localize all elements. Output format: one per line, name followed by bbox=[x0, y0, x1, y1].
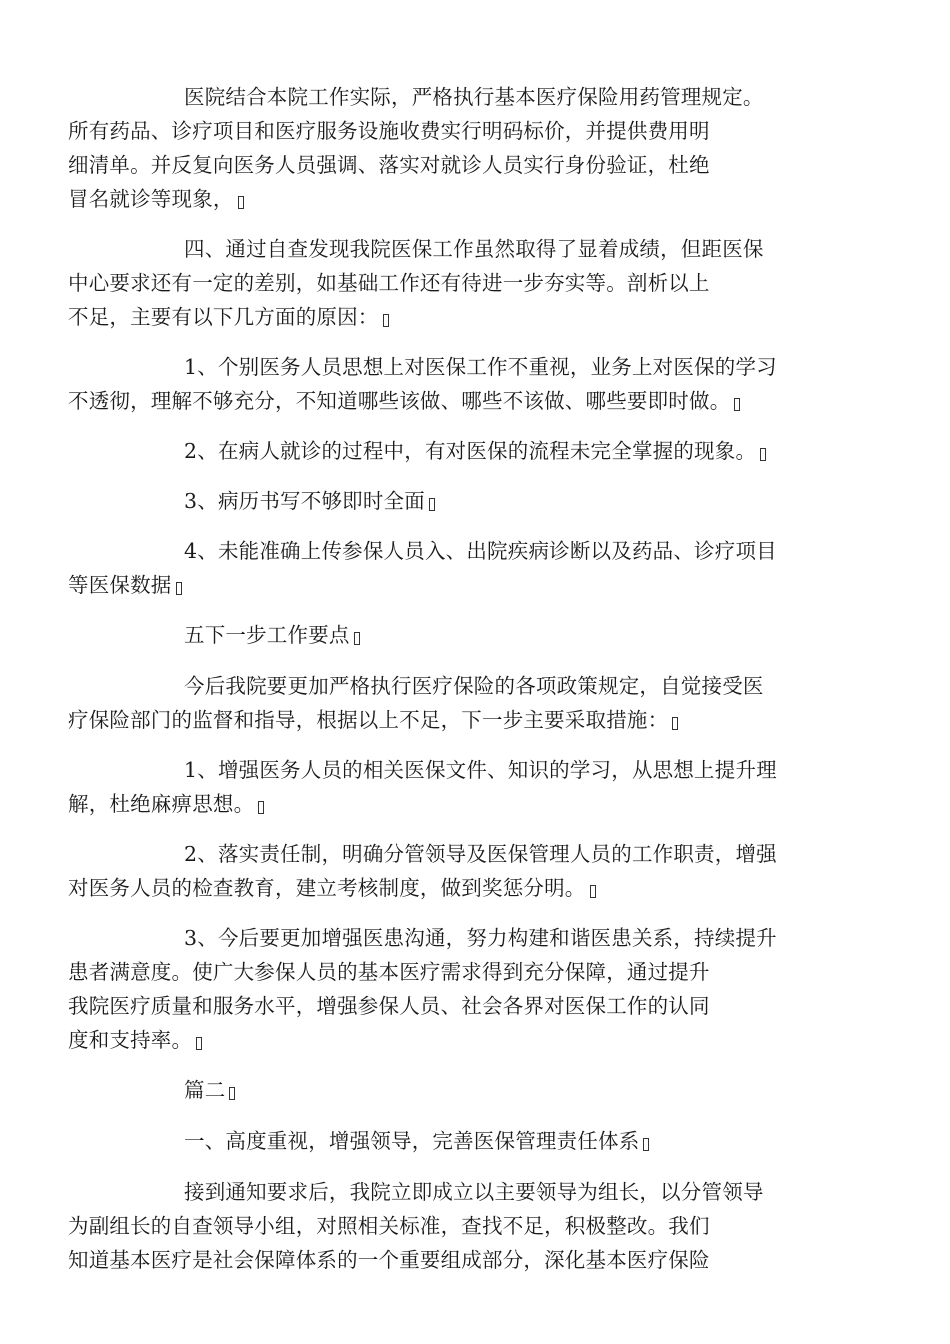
text-line: 1、个别医务人员思想上对医保工作不重视，业务上对医保的学习 bbox=[184, 355, 777, 379]
text-line: 细清单。并反复向医务人员强调、落实对就诊人员实行身份验证，杜绝 bbox=[68, 153, 710, 177]
text-line: 一、高度重视，增强领导，完善医保管理责任体系 bbox=[184, 1129, 640, 1153]
section-heading-leadership bbox=[126, 1124, 826, 1158]
text-line: 度和支持率。 bbox=[68, 1028, 193, 1052]
text-line: 我院医疗质量和服务水平，增强参保人员、社会各界对医保工作的认同 bbox=[68, 994, 710, 1018]
text-line: 四、通过自查发现我院医保工作虽然取得了显着成绩，但距医保 bbox=[184, 237, 764, 261]
paragraph-self-inspection bbox=[68, 1175, 826, 1277]
text-line: 为副组长的自查领导小组，对照相关标准，查找不足，积极整改。我们 bbox=[68, 1214, 710, 1238]
paragraph-mark-icon bbox=[760, 448, 766, 461]
text-line: 五下一步工作要点 bbox=[184, 623, 350, 647]
text-line: 医院结合本院工作实际，严格执行基本医疗保险用药管理规定。 bbox=[184, 85, 764, 109]
paragraph-mark-icon bbox=[590, 885, 596, 898]
text-line: 不透彻，理解不够充分，不知道哪些该做、哪些不该做、哪些要即时做。 bbox=[68, 389, 731, 413]
section-heading-next-steps bbox=[126, 618, 826, 652]
paragraph-mark-icon bbox=[176, 582, 182, 595]
text-line: 疗保险部门的监督和指导，根据以上不足，下一步主要采取措施： bbox=[68, 708, 669, 732]
paragraph-future-plan bbox=[68, 669, 826, 737]
paragraph-mark-icon bbox=[429, 498, 435, 511]
paragraph-measure-2 bbox=[68, 837, 826, 905]
text-line: 3、今后要更加增强医患沟通，努力构建和谐医患关系，持续提升 bbox=[184, 926, 777, 950]
text-line: 所有药品、诊疗项目和医疗服务设施收费实行明码标价，并提供费用明 bbox=[68, 119, 710, 143]
text-line: 不足，主要有以下几方面的原因： bbox=[68, 305, 379, 329]
paragraph-mark-icon bbox=[196, 1037, 202, 1050]
text-line: 1、增强医务人员的相关医保文件、知识的学习，从思想上提升理 bbox=[184, 758, 777, 782]
text-line: 篇二 bbox=[184, 1078, 226, 1102]
text-line: 冒名就诊等现象， bbox=[68, 187, 234, 211]
paragraph-mark-icon bbox=[672, 717, 678, 730]
document-page bbox=[68, 80, 826, 1293]
text-line: 知道基本医疗是社会保障体系的一个重要组成部分，深化基本医疗保险 bbox=[68, 1248, 710, 1272]
text-line: 中心要求还有一定的差别，如基础工作还有待进一步夯实等。剖析以上 bbox=[68, 271, 710, 295]
text-line: 接到通知要求后，我院立即成立以主要领导为组长，以分管领导 bbox=[184, 1180, 764, 1204]
paragraph-mark-icon bbox=[383, 314, 389, 327]
paragraph-mark-icon bbox=[354, 632, 360, 645]
paragraph-mark-icon bbox=[643, 1138, 649, 1151]
paragraph-measure-1 bbox=[68, 753, 826, 821]
paragraph-reason-4 bbox=[68, 534, 826, 602]
text-line: 2、在病人就诊的过程中，有对医保的流程未完全掌握的现象。 bbox=[184, 439, 757, 463]
paragraph-reason-1 bbox=[68, 350, 826, 418]
text-line: 对医务人员的检查教育，建立考核制度，做到奖惩分明。 bbox=[68, 876, 586, 900]
paragraph-reason-2 bbox=[126, 434, 826, 468]
paragraph-measure-3 bbox=[68, 921, 826, 1057]
paragraph-mark-icon bbox=[258, 801, 264, 814]
paragraph-reason-3 bbox=[126, 484, 826, 518]
paragraph-mark-icon bbox=[734, 398, 740, 411]
paragraph-section-four bbox=[68, 232, 826, 334]
paragraph-mark-icon bbox=[229, 1087, 235, 1100]
text-line: 解，杜绝麻痹思想。 bbox=[68, 792, 255, 816]
text-line: 等医保数据 bbox=[68, 573, 172, 597]
paragraph-mark-icon bbox=[238, 196, 244, 209]
text-line: 今后我院要更加严格执行医疗保险的各项政策规定，自觉接受医 bbox=[184, 674, 764, 698]
text-line: 2、落实责任制，明确分管领导及医保管理人员的工作职责，增强 bbox=[184, 842, 777, 866]
paragraph-drug-management bbox=[68, 80, 826, 216]
text-line: 患者满意度。使广大参保人员的基本医疗需求得到充分保障，通过提升 bbox=[68, 960, 710, 984]
text-line: 3、病历书写不够即时全面 bbox=[184, 489, 425, 513]
text-line: 4、未能准确上传参保人员入、出院疾病诊断以及药品、诊疗项目 bbox=[184, 539, 777, 563]
section-heading-part-two bbox=[126, 1073, 826, 1107]
